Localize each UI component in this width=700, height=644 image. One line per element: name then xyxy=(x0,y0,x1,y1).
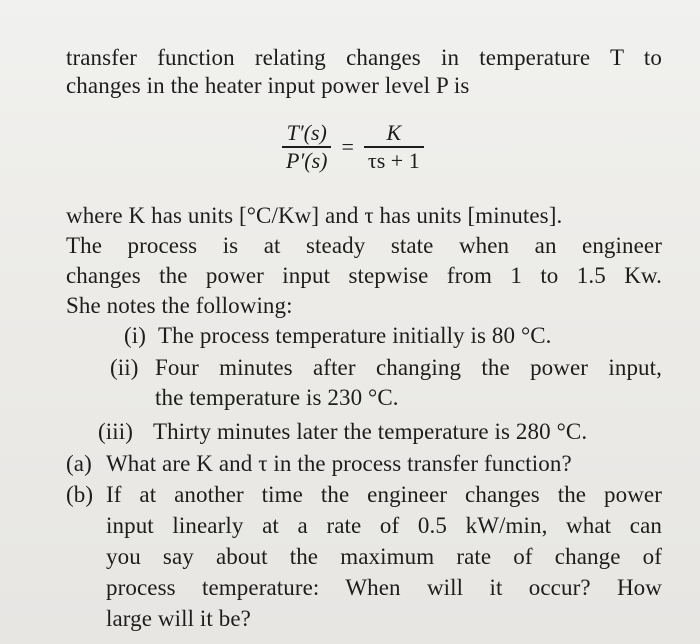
note-ii-text: Four minutes after changing the power input, xyxy=(155,355,662,380)
question-b-line-4: process temperature: When will it occur? How xyxy=(106,575,662,600)
body-line-3: changes the power input stepwise from 1 to 1.5 Kw. xyxy=(66,263,662,288)
lhs-numerator: T′(s) xyxy=(286,120,327,145)
question-b-line-1: If at another time the engineer changes the power xyxy=(106,482,662,507)
intro-line-1: transfer function relating changes in temperature T to xyxy=(66,45,662,70)
transfer-function-equation xyxy=(282,120,424,174)
note-ii-text-2: the temperature is 230 °C. xyxy=(155,385,399,410)
rhs-numerator: K xyxy=(386,120,402,145)
note-i-text: The process temperature initially is 80 °C. xyxy=(158,323,552,348)
note-ii-marker: (ii) xyxy=(110,355,139,380)
lhs-denominator: P′(s) xyxy=(286,147,328,173)
question-b-line-5: large will it be? xyxy=(106,606,251,631)
note-i-marker: (i) xyxy=(124,323,147,348)
body-line-4: She notes the following: xyxy=(66,293,293,318)
note-iii-marker: (iii) xyxy=(98,419,133,444)
body-line-1: where K has units [°C/Kw] and τ has units [minutes]. xyxy=(66,203,563,228)
rhs-fraction xyxy=(364,120,424,174)
note-iii-text: Thirty minutes later the temperature is 280 °C. xyxy=(153,419,588,444)
question-a-text: What are K and τ in the process transfer function? xyxy=(106,451,572,476)
rhs-denominator: τs + 1 xyxy=(367,147,420,173)
question-b-marker: (b) xyxy=(66,482,94,507)
lhs-fraction xyxy=(282,120,331,174)
equals-sign: = xyxy=(341,133,354,159)
question-b-line-2: input linearly at a rate of 0.5 kW/min, what can xyxy=(106,513,662,538)
question-b-line-3: you say about the maximum rate of change of xyxy=(106,544,662,569)
body-line-2: The process is at steady state when an engineer xyxy=(66,233,662,258)
question-a-marker: (a) xyxy=(66,451,92,476)
intro-line-2: changes in the heater input power level P is xyxy=(66,73,470,98)
